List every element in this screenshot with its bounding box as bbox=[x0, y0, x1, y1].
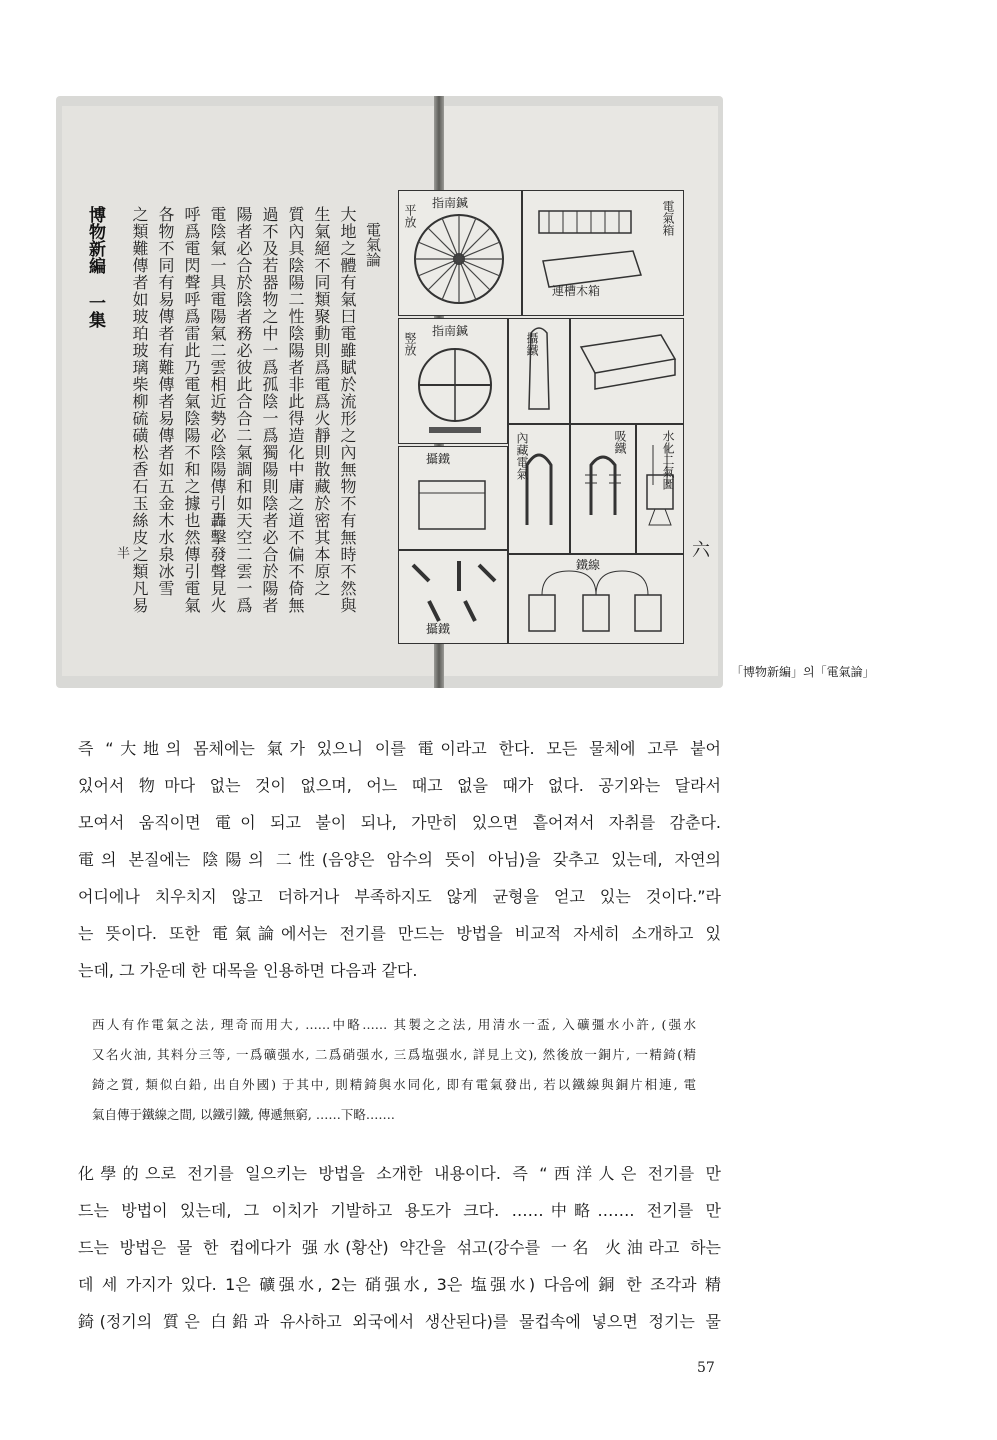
text-line: 드는 방법이 있는데, 그 이치가 기발하고 용도가 크다. ……中略……. 전기를 만 bbox=[78, 1201, 721, 1220]
figure-label: 電氣箱 bbox=[661, 200, 675, 236]
quotation-block bbox=[92, 1010, 696, 1130]
text-line: 데 세 가지가 있다. 1은 礦强水, 2는 硝强水, 3은 塩强水) 다음에 銅 한 조각과 精 bbox=[78, 1275, 721, 1294]
text-column: 陽者必合於陰者務必彼此合合二氣調和如天空二雲一爲 bbox=[234, 206, 253, 614]
figure-label: 指南鍼 bbox=[432, 324, 469, 338]
quote-line: 西人有作電氣之法, 理奇而用大, ……中略…… 其製之之法, 用清水一盃, 入礦彊水小許, (强水 bbox=[92, 1017, 696, 1032]
text-column: 電陰氣一具電陽氣二雲相近勢必陰陽傳引轟擊發聲見火 bbox=[208, 206, 227, 614]
text-line: 드는 방법은 물 한 컵에다가 强水(황산) 약간을 섞고(강수를 一名 火油라고 하는 bbox=[78, 1238, 721, 1257]
page-mark: 半 bbox=[114, 546, 129, 559]
figure-label: 攝鐵 bbox=[426, 622, 451, 636]
electric-box-icon bbox=[571, 319, 683, 423]
text-column: 質內具陰陽二性陰陽者非此得造化中庸之道不偏不倚無 bbox=[286, 206, 305, 614]
figure-label: 平放 bbox=[403, 204, 417, 228]
section-title: 電氣論 bbox=[364, 222, 382, 267]
text-column: 呼爲電閃聲呼爲雷此乃電氣陰陽不和之據也然傳引電氣 bbox=[182, 206, 201, 614]
text-column: 各物不同有易傳者有難傳者易傳者如五金木水泉冰雪 bbox=[156, 206, 175, 597]
figure-label: 竪放 bbox=[403, 332, 417, 356]
text-column: 過不及若器物之中一爲孤陰一爲獨陽則陰者必合於陽者 bbox=[260, 206, 279, 614]
figure-label: 攝鐵 bbox=[525, 332, 539, 356]
figure-label: 吸鐵 bbox=[613, 430, 627, 454]
photo-caption: 「博物新編」의「電氣論」 bbox=[731, 665, 875, 679]
iron-pieces-icon bbox=[399, 551, 507, 643]
battery-icon bbox=[523, 191, 683, 315]
figure-label: 內藏電氣 bbox=[515, 432, 529, 480]
figure-electric-box bbox=[570, 318, 684, 424]
figure-label: 鐵線 bbox=[576, 558, 601, 572]
paragraph-1 bbox=[78, 730, 721, 989]
quote-line: 氣自傳于鐵線之間, 以鐵引鐵, 傳遞無窮, ……下略……. bbox=[92, 1107, 395, 1122]
book-photo bbox=[56, 96, 723, 688]
running-header: 博物新編 一集 bbox=[85, 206, 105, 328]
figure-label: 水化二氣圖 bbox=[661, 430, 675, 490]
quote-line: 錡之質, 類似白鉛, 出自外國) 于其中, 則精錡與水同化, 即有電氣發出, 若以鐵線與銅片相連, 電 bbox=[92, 1077, 696, 1092]
text-column: 生氣絕不同類聚動則爲電爲火靜則散藏於密其本原之 bbox=[312, 206, 331, 597]
quote-line: 又名火油, 其料分三等, 一爲礦强水, 二爲硝强水, 三爲塩强水, 詳見上文), 然後放一銅片, 一精錡(精 bbox=[92, 1047, 696, 1062]
figure-iron-pieces bbox=[398, 550, 508, 644]
text-column: 大地之體有氣曰電雖賦於流形之內無物不有無時不然與 bbox=[338, 206, 357, 614]
paragraph-2 bbox=[78, 1155, 721, 1340]
text-line: 는데, 그 가운데 한 대목을 인용하면 다음과 같다. bbox=[78, 961, 418, 980]
text-line: 어디에나 치우치지 않고 더하거나 부족하지도 않게 균형을 얻고 있는 것이다.”라 bbox=[78, 887, 721, 906]
text-line: 電의 본질에는 陰陽의 二性(음양은 암수의 뜻이 아님)을 갖추고 있는데, 자연의 bbox=[78, 850, 721, 869]
text-line: 錡(정기의 質은 白鉛과 유사하고 외국에서 생산된다)를 물컵속에 넣으면 정기는 물 bbox=[78, 1312, 721, 1331]
figure-iron-magnet bbox=[398, 446, 508, 550]
figure-label: 指南鍼 bbox=[432, 196, 469, 210]
figure-label: 六 bbox=[692, 540, 710, 561]
text-line: 는 뜻이다. 또한 電氣論에서는 전기를 만드는 방법을 비교적 자세히 소개하고 있 bbox=[78, 924, 721, 943]
text-column: 之類難傳者如玻珀玻璃柴柳硫磺松香石玉絲皮之類凡易 bbox=[130, 206, 149, 614]
text-line: 모여서 움직이면 電이 되고 불이 되나, 가만히 있으면 흩어져서 자취를 감춘다. bbox=[78, 813, 721, 832]
page-number: 57 bbox=[697, 1360, 715, 1376]
text-line: 있어서 物마다 없는 것이 없으며, 어느 때고 없을 때가 없다. 공기와는 달라서 bbox=[78, 776, 721, 795]
text-line: 즉 “大地의 몸체에는 氣가 있으니 이를 電이라고 한다. 모든 물체에 고루 붙어 bbox=[78, 739, 721, 758]
text-line: 化學的으로 전기를 일으키는 방법을 소개한 내용이다. 즉 “西洋人은 전기를 만 bbox=[78, 1164, 721, 1183]
iron-block-icon bbox=[399, 447, 507, 549]
figure-label: 攝鐵 bbox=[426, 452, 451, 466]
figure-label: 連槽木箱 bbox=[552, 284, 601, 298]
